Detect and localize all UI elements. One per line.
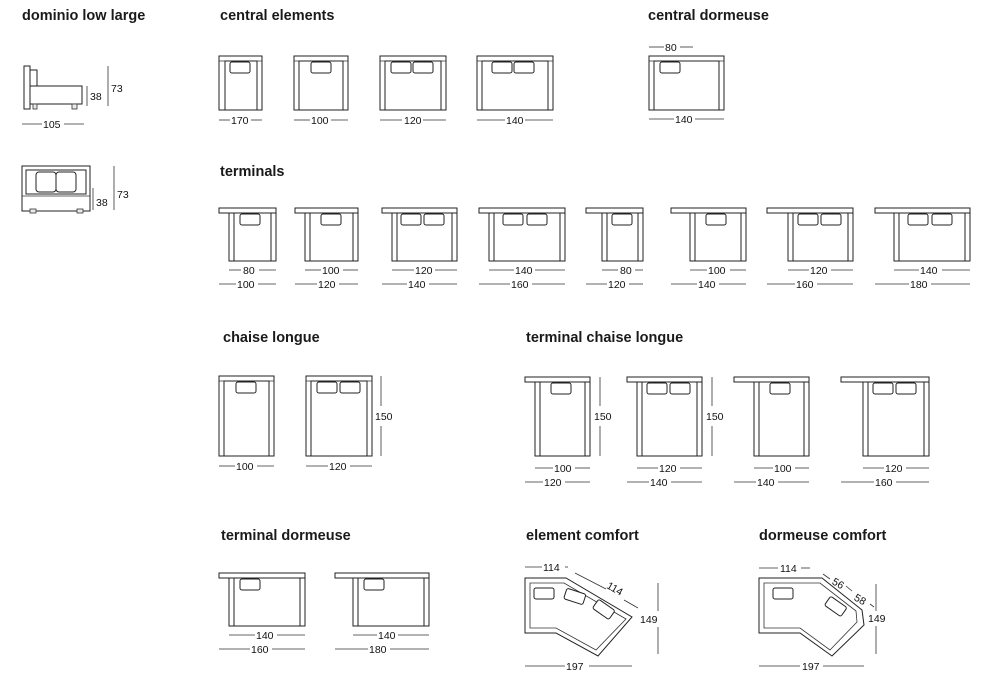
dim-terminal-dormeuse-top-1: 140 [256,630,274,642]
terminal-3-drawing [382,208,457,261]
dim-terminal-chaise-depth-1: 150 [594,411,612,423]
dim-terminal-chaise-bottom-1: 120 [544,477,562,489]
dim-terminal-bottom-2: 120 [318,279,336,291]
title-dominio-low-large: dominio low large [22,8,146,24]
terminal-2-drawing [295,208,358,261]
chaise-100-drawing [219,376,274,466]
dim-terminal-bottom-6: 140 [698,279,716,291]
dormeuse-comfort-drawing [759,568,876,666]
terminal-chaise-4-drawing [841,377,929,456]
dim-dormeuse-comfort-b: 58 [851,591,868,609]
dim-side-height: 73 [111,83,123,95]
dim-terminal-top-8: 140 [920,265,938,277]
dim-terminal-dormeuse-top-2: 140 [378,630,396,642]
dim-front-height: 73 [117,189,129,201]
dim-front-seat: 38 [96,197,108,209]
dim-element-comfort-width: 197 [566,661,584,673]
terminal-8-drawing [875,208,970,261]
dim-terminal-bottom-5: 120 [608,279,626,291]
title-terminals: terminals [220,164,285,180]
chaise-120-drawing [306,376,381,466]
dim-dormeuse-comfort-width: 197 [802,661,820,673]
dim-element-comfort-angled: 114 [604,579,625,599]
dim-terminal-top-1: 80 [243,265,255,277]
dim-central-dormeuse-top: 80 [665,42,677,54]
dim-terminal-top-5: 80 [620,265,632,277]
element-comfort-drawing [525,567,658,666]
dim-terminal-top-3: 120 [415,265,433,277]
dim-terminal-chaise-depth-2: 150 [706,411,724,423]
title-dormeuse-comfort: dormeuse comfort [759,528,887,544]
dim-terminal-bottom-4: 160 [511,279,529,291]
dim-terminal-top-2: 100 [322,265,340,277]
dim-terminal-bottom-1: 100 [237,279,255,291]
dim-terminal-top-4: 140 [515,265,533,277]
terminal-4-drawing [479,208,565,261]
central-140-drawing [477,56,553,110]
dim-chaise-1: 100 [236,461,254,473]
dim-central-3: 120 [404,115,422,127]
dim-side-seat: 38 [90,91,102,103]
dim-chaise-depth: 150 [375,411,393,423]
title-chaise-longue: chaise longue [223,330,320,346]
dim-terminal-chaise-bottom-4: 160 [875,477,893,489]
terminal-chaise-2-drawing [627,377,712,456]
dim-terminal-dormeuse-bottom-1: 160 [251,644,269,656]
dim-terminal-dormeuse-bottom-2: 180 [369,644,387,656]
dim-element-comfort-top: 114 [543,562,560,574]
dim-side-depth: 105 [43,119,61,131]
dim-terminal-chaise-top-2: 120 [659,463,677,475]
title-terminal-dormeuse: terminal dormeuse [221,528,351,544]
dim-terminal-chaise-top-3: 100 [774,463,792,475]
terminal-chaise-1-drawing [525,377,600,456]
terminal-chaise-3-drawing [734,377,809,456]
central-170-drawing [219,56,262,110]
central-100-drawing [294,56,348,110]
central-dormeuse-drawing [649,47,724,119]
title-central-elements: central elements [220,8,335,24]
terminal-7-drawing [767,208,853,261]
dim-terminal-chaise-top-4: 120 [885,463,903,475]
terminal-1-drawing [219,208,276,261]
dim-central-4: 140 [506,115,524,127]
title-terminal-chaise-longue: terminal chaise longue [526,330,684,346]
dim-terminal-chaise-top-1: 100 [554,463,572,475]
dim-central-dormeuse-bottom: 140 [675,114,693,126]
dim-chaise-2: 120 [329,461,347,473]
dim-terminal-chaise-bottom-3: 140 [757,477,775,489]
dim-terminal-top-6: 100 [708,265,726,277]
terminal-5-drawing [586,208,643,261]
dim-terminal-bottom-3: 140 [408,279,426,291]
dim-terminal-bottom-7: 160 [796,279,814,291]
dim-central-2: 100 [311,115,329,127]
terminal-chaise-dimension-lines [525,468,929,482]
dim-terminal-top-7: 120 [810,265,828,277]
dim-dormeuse-comfort-top: 114 [780,563,797,575]
dim-dormeuse-comfort-depth: 149 [868,613,886,625]
dim-terminal-chaise-bottom-2: 140 [650,477,668,489]
dim-dormeuse-comfort-a: 56 [829,575,846,593]
central-120-drawing [380,56,446,110]
title-element-comfort: element comfort [526,528,639,544]
title-central-dormeuse: central dormeuse [648,8,769,24]
dim-central-1: 170 [231,115,249,127]
dim-terminal-bottom-8: 180 [910,279,928,291]
terminal-6-drawing [671,208,746,261]
dim-element-comfort-depth: 149 [640,614,658,626]
